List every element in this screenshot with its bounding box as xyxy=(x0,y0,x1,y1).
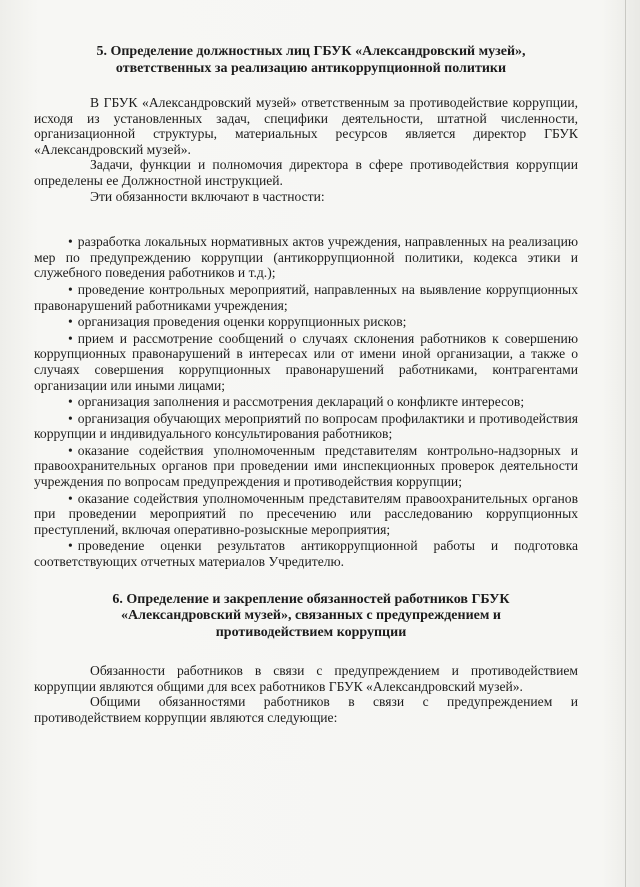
duty-text: прием и рассмотрение сообщений о случаях склонения работников к совершению коррупционных правонарушений в интересах или от имени иной организации, а также о случаях совершения коррупционных правонарушений работниками, контрагентами организации или иными лицами; xyxy=(34,330,578,393)
duty-text: оказание содействия уполномоченным представителям правоохранительных органов при проведении мероприятий по пресечению или расследованию коррупционных преступлений, включая оперативно-розыскные мероприятия; xyxy=(34,490,578,537)
duty-item xyxy=(34,394,578,410)
bullet-icon: • xyxy=(68,490,73,506)
duty-text: оказание содействия уполномоченным представителям контрольно-надзорных и правоохранительных органов при проведении ими инспекционных проверок деятельности учреждения по вопросам предупреждения и противодействия коррупции; xyxy=(34,442,578,490)
section6-paragraph-1: Обязанности работников в связи с предупреждением и противодействием коррупции являются общими для всех работников ГБУК «Александровский музей». xyxy=(34,663,578,694)
section6-heading-line2: «Александровский музей», связанных с предупреждением и xyxy=(121,608,501,624)
scan-edge-line xyxy=(625,0,626,887)
duty-text: разработка локальных нормативных актов учреждения, направленных на реализацию мер по предупреждению коррупции (антикоррупционной политики, кодекса этики и служебного поведения работников и т.д.); xyxy=(34,234,578,281)
duty-item xyxy=(34,314,578,330)
duties-list xyxy=(34,234,578,569)
duty-text: проведение контрольных мероприятий, направленных на выявление коррупционных правонарушений работниками учреждения; xyxy=(34,281,578,313)
duty-text: организация заполнения и рассмотрения деклараций о конфликте интересов; xyxy=(77,394,525,410)
duty-text: организация обучающих мероприятий по вопросам профилактики и противодействия коррупции и индивидуального консультирования работников; xyxy=(34,410,578,442)
bullet-icon: • xyxy=(68,281,73,297)
section6-heading-line1: 6. Определение и закрепление обязанностей работников ГБУК xyxy=(112,591,510,607)
duty-item xyxy=(34,443,578,490)
section6-body xyxy=(34,663,578,725)
section5-heading-line2: ответственных за реализацию антикоррупционной политики xyxy=(115,60,507,76)
section5-heading-line1: 5. Определение должностных лиц ГБУК «Александровский музей», xyxy=(96,44,526,59)
duty-item xyxy=(34,282,578,313)
duty-text: организация проведения оценки коррупционных рисков; xyxy=(77,314,407,330)
bullet-icon: • xyxy=(68,234,73,250)
duty-item xyxy=(34,491,578,538)
duty-text: проведение оценки результатов антикоррупционной работы и подготовка соответствующих отчетных материалов Учредителю. xyxy=(34,538,578,570)
duty-item xyxy=(34,331,578,393)
document-body xyxy=(34,44,578,726)
section5-paragraph-2: Задачи, функции и полномочия директора в сфере противодействия коррупции определены ее Должностной инструкцией. xyxy=(34,157,578,188)
bullet-icon: • xyxy=(68,538,73,554)
bullet-icon: • xyxy=(68,394,73,410)
section5-paragraph-3: Эти обязанности включают в частности: xyxy=(90,188,325,204)
section5-heading xyxy=(54,44,568,77)
section5-paragraph-1: В ГБУК «Александровский музей» ответственным за противодействие коррупции, исходя из установленных задач, специфики деятельности, штатной численности, организационной структуры, материальных ресурсов является директор ГБУК «Александровский музей». xyxy=(34,95,578,157)
section6-heading-line3: противодействием коррупции xyxy=(215,624,407,640)
section6-heading xyxy=(54,592,568,642)
section6-paragraph-2: Общими обязанностями работников в связи с предупреждением и противодействием коррупции являются следующие: xyxy=(34,694,578,725)
bullet-icon: • xyxy=(68,410,73,426)
duty-item xyxy=(34,538,578,569)
bullet-icon: • xyxy=(68,314,73,330)
bullet-icon: • xyxy=(68,442,73,458)
duty-item xyxy=(34,411,578,442)
bullet-icon: • xyxy=(68,330,73,346)
duty-item xyxy=(34,234,578,281)
